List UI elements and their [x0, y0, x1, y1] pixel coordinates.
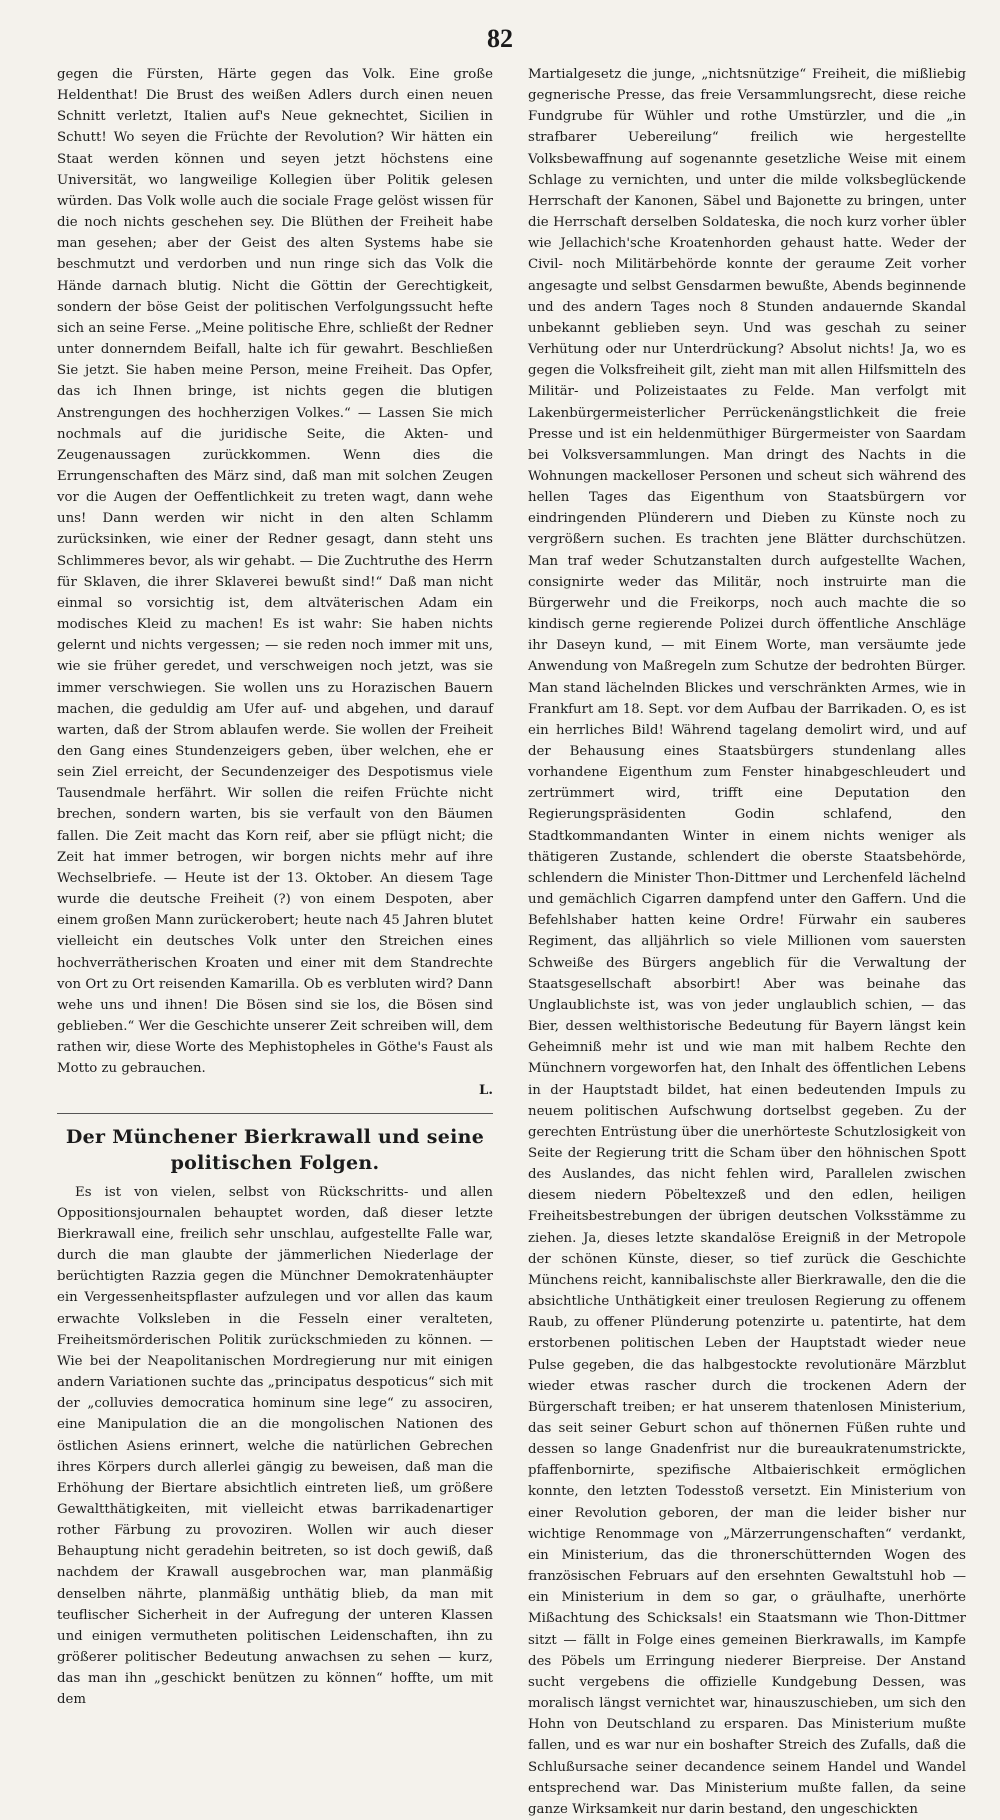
right-column — [528, 64, 966, 1820]
article-paragraph-1: Es ist von vielen, selbst von Rückschritts- und allen Oppositionsjournalen behauptet worden, daß dieser letzte Bierkrawall eine, freilich sehr unschlau, aufgestellte Falle war, durch die man glaubte der jämmerlichen Niederlage der berüchtigten Razzia gegen die Münchner Demokratenhäupter ein Vergessenheitspflaster aufzulegen und vor allen das kaum erwachte Volksleben in die Fesseln einer veralteten, Freiheitsmörderischen Politik zurückschmieden zu können. — Wie bei der Neapolitanischen Mordregierung nur mit einigen andern Variationen suchte das „principatus despoticus“ sich mit der „colluvies democratica hominum sine lege“ zu associren, eine Manipulation die an die mongolischen Nationen des östlichen Asiens erinnert, welche die natürlichen Gebrechen ihres Körpers durch allerlei gängig zu beweisen, daß man die Erhöhung der Biertare absichtlich eintreten ließ, um größere Gewaltthätigkeiten, mit vielleicht etwas barrikadenartiger rother Färbung zu provoziren. Wollen wir auch dieser Behauptung nicht geradehin beitreten, so ist doch gewiß, daß nachdem der Krawall ausgebrochen war, man planmäßig denselben nährte, planmäßig unthätig blieb, da man mit teuflischer Sicherheit in der Aufregung der unteren Klassen und einigen vermutheten politischen Leidenschaften, ihn zu größerer politischer Bedeutung anwachsen zu sehen — kurz, das man ihn „geschickt benützen zu können“ hoffte, um mit dem — [57, 1184, 493, 1708]
signature-line — [57, 1080, 493, 1101]
left-paragraph-1: gegen die Fürsten, Härte gegen das Volk. Eine große Heldenthat! Die Brust des weißen Adlers durch einen neuen Schnitt verletzt, Italien auf's Neue geknechtet, Sicilien in Schutt! Wo seyen die Früchte der Revolution? Wir hätten ein Staat werden können und seyen jetzt höchstens eine Universität, wo langweilige Kollegien über Politik gelesen würden. Das Volk wolle auch die sociale Frage gelöst wissen für die noch nichts geschehen sey. Die Blüthen der Freiheit habe man gesehen; aber der Geist des alten Systems habe sie beschmutzt und verdorben und nun ringe sich das Volk die Hände darnach blutig. Nicht die Göttin der Gerechtigkeit, sondern der böse Geist der politischen Verfolgungssucht hefte sich an seine Ferse. „Meine politische Ehre, schließt der Redner unter donnerndem Beifall, halte ich für gewahrt. Beschließen Sie jetzt. Sie haben meine Person, meine Freiheit. Das Opfer, das ich Ihnen bringe, ist nichts gegen die blutigen Anstrengungen des hochherzigen Volkes.“ — Lassen Sie mich nochmals auf die juridische Seite, die Akten- und Zeugenaussagen zurückkommen. Wenn dies die Errungenschaften des März sind, daß man mit solchen Zeugen vor die Augen der Oeffentlichkeit zu treten wagt, dann wehe uns! Dann werden wir nicht in den alten Schlamm zurücksinken, wie einer der Redner gesagt, dann steht uns Schlimmeres bevor, als wir gehabt. — Die Zuchtruthe des Herrn für Sklaven, die ihrer Sklaverei bewußt sind!“ Daß man nicht einmal so vorsichtig ist, dem altväterischen Adam ein modisches Kleid zu machen! Es ist wahr: Sie haben nichts gelernt und nichts vergessen; — sie reden noch immer mit uns, wie sie früher geredet, und verschweigen noch jetzt, was sie immer verschwiegen. Sie wollen uns zu Horazischen Bauern machen, die geduldig am Ufer auf- und abgehen, und darauf warten, daß der Strom ablaufen werde. Sie wollen der Freiheit den Gang eines Stundenzeigers geben, über welchen, ehe er sein Ziel erreicht, der Secundenzeiger des Despotismus viele Tausendmale herfährt. Wir sollen die reifen Früchte nicht brechen, sondern warten, bis sie verfault von den Bäumen fallen. Die Zeit macht das Korn reif, aber sie pflügt nicht; die Zeit hat immer betrogen, wir borgen nichts mehr auf ihre Wechselbriefe. — Heute ist der 13. Oktober. An diesem Tage wurde die deutsche Freiheit (?) von einem Despoten, aber einem großen Mann zurückerobert; heute nach 45 Jahren blutet vielleicht ein deutsches Volk unter den Streichen eines hochverrätherischen Kroaten und einer mit dem Standrechte von Ort zu Ort reisenden Kamarilla. Ob es verbluten wird? Dann wehe uns und ihnen! Die Bösen sind sie los, die Bösen sind geblieben.“ Wer die Geschichte unserer Zeit schreiben will, dem rathen wir, diese Worte des Mephistopheles in Göthe's Faust als Motto zu gebrauchen. — [57, 67, 494, 1077]
author-signature: L. — [479, 1082, 493, 1098]
page-number: 82 — [487, 24, 513, 53]
left-column — [57, 64, 493, 1711]
right-paragraph-1: Martialgesetz die junge, „nichtsnützige“ Freiheit, die mißliebig gegnerische Presse, das freie Versammlungsrecht, diese reiche Fundgrube für Wühler und rothe Umstürzler, und die „in strafbarer Uebereilung“ freilich wie hergestellte Volksbewaffnung auf sogenannte gesetzliche Weise mit einem Schlage zu vernichten, und unter die milde volksbeglückende Herrschaft der Kanonen, Säbel und Bajonette zu bringen, unter die Herrschaft derselben Soldateska, die noch kurz vorher übler wie Jellachich'sche Kroatenhorden gehaust hatte. Weder der Civil- noch Militärbehörde konnte der geraume Zeit vorher angesagte und selbst Gensdarmen bewußte, Abends beginnende und des andern Tages noch 8 Stunden andauernde Skandal unbekannt geblieben seyn. Und was geschah zu seiner Verhütung oder nur Unterdrückung? Absolut nichts! Ja, wo es gegen die Volksfreiheit gilt, zieht man mit allen Hilfsmitteln des Militär- und Polizeistaates zu Felde. Man verfolgt mit Lakenbürgermeisterlicher Perrückenängstlichkeit die freie Presse und ist ein heldenmüthiger Bürgermeister von Saardam bei Volksversammlungen. Man dringt des Nachts in die Wohnungen mackelloser Personen und scheut sich während des hellen Tages das Eigenthum von Staatsbürgern vor eindringenden Plünderern und Dieben zu Künste noch zu vergrößern suchen. Es trachten jene Blätter durchschützen. Man traf weder Schutzanstalten durch aufgestellte Wachen, consignirte weder das Militär, noch instruirte man die Bürgerwehr und die Freikorps, noch auch machte die so kindisch gerne regierende Polizei durch öffentliche Anschläge ihr Daseyn kund, — mit Einem Worte, man versäumte jede Anwendung von Maßregeln zum Schutze der bedrohten Bürger. Man stand lächelnden Blickes und verschränkten Armes, wie in Frankfurt am 18. Sept. vor dem Aufbau der Barrikaden. O, es ist ein herrliches Bild! Während tagelang demolirt wird, und auf der Behausung eines Staatsbürgers stundenlang alles vorhandene Eigenthum zum Fenster hinabgeschleudert und zertrümmert wird, trifft eine Deputation den Regierungspräsidenten Godin schlafend, den Stadtkommandanten Winter in einem nichts weniger als thätigeren Zustande, schlendert die oberste Staatsbehörde, schlendern die Minister Thon-Dittmer und Lerchenfeld lächelnd und gemächlich Cigarren dampfend unter den Gaffern. Und die Befehlshaber hatten keine Ordre! Fürwahr ein sauberes Regiment, das alljährlich so viele Millionen vom sauersten Schweiße des Bürgers angeblich für die Verwaltung der Staatsgesellschaft absorbirt! Aber was beinahe das Unglaublichste ist, was von jeder unglaublich schien, — das Bier, dessen welthistorische Bedeutung für Bayern längst kein Geheimniß mehr ist und wie man mit halbem Rechte den Münchnern vorgeworfen hat, den Inhalt des öffentlichen Lebens in der Hauptstadt bildet, hat einen bedeutenden Impuls zu neuem politischen Aufschwung dortselbst gegeben. Zu der gerechten Entrüstung über die unerhörteste Schutzlosigkeit von Seite der Regierung tritt die Scham über den höhnischen Spott des Auslandes, das nicht fehlen wird, Parallelen zwischen diesem niedern Pöbeltexzeß und den edlen, heiligen Freiheitsbestrebungen der übrigen deutschen Volksstämme zu ziehen. Ja, dieses letzte skandalöse Ereigniß in der Metropole der schönen Künste, dieser, so tief zurück die Geschichte Münchens reicht, kannibalischste aller Bierkrawalle, den die die absichtliche Unthätigkeit einer treulosen Regierung zu offenem Raub, zu offener Plünderung potenzirte u. patentirte, hat dem erstorbenen politischen Leben der Hauptstadt wieder neue Pulse gegeben, die das halbgestockte revolutionäre Märzblut wieder etwas rascher durch die trockenen Adern der Bürgerschaft treiben; er hat unserem thatenlosen Ministerium, das seit seiner Geburt schon auf thönernen Füßen ruhte und dessen so lange Gnadenfrist nur die bureaukratenumstrickte, pfaffenbornirte, spezifische Altbaierischkeit ermöglichen konnte, den letzten Todesstoß versetzt. Ein Ministerium von einer Revolution geboren, der man die leider bisher nur wichtige Renommage von „Märzerrungenschaften“ verdankt, ein Ministerium, das die thronerschütternden Wogen des französischen Februars auf den ersehnten Gewaltstuhl hob — ein Ministerium in dem so gar, o gräulhafte, unerhörte Mißachtung des Schicksals! ein Staatsmann wie Thon-Dittmer sitzt — fällt in Folge eines gemeinen Bierkrawalls, im Kampfe des Pöbels um Erringung niederer Bierpreise. Der Anstand sucht vergebens die offizielle Kundgebung Dessen, was moralisch längst vernichtet war, hinauszuschieben, um sich den Hohn von Deutschland zu ersparen. Das Ministerium mußte fallen, und es war nur ein boshafter Streich des Zufalls, daß die Schlußursache seiner decandence seinem Handel und Wandel entsprechend war. Das Ministerium mußte fallen, da seine ganze Wirksamkeit nur darin bestand, den ungeschickten — [528, 67, 966, 1817]
article-headline: Der Münchener Bierkrawall und seine politischen Folgen. — [65, 1125, 485, 1174]
section-divider — [57, 1113, 493, 1114]
